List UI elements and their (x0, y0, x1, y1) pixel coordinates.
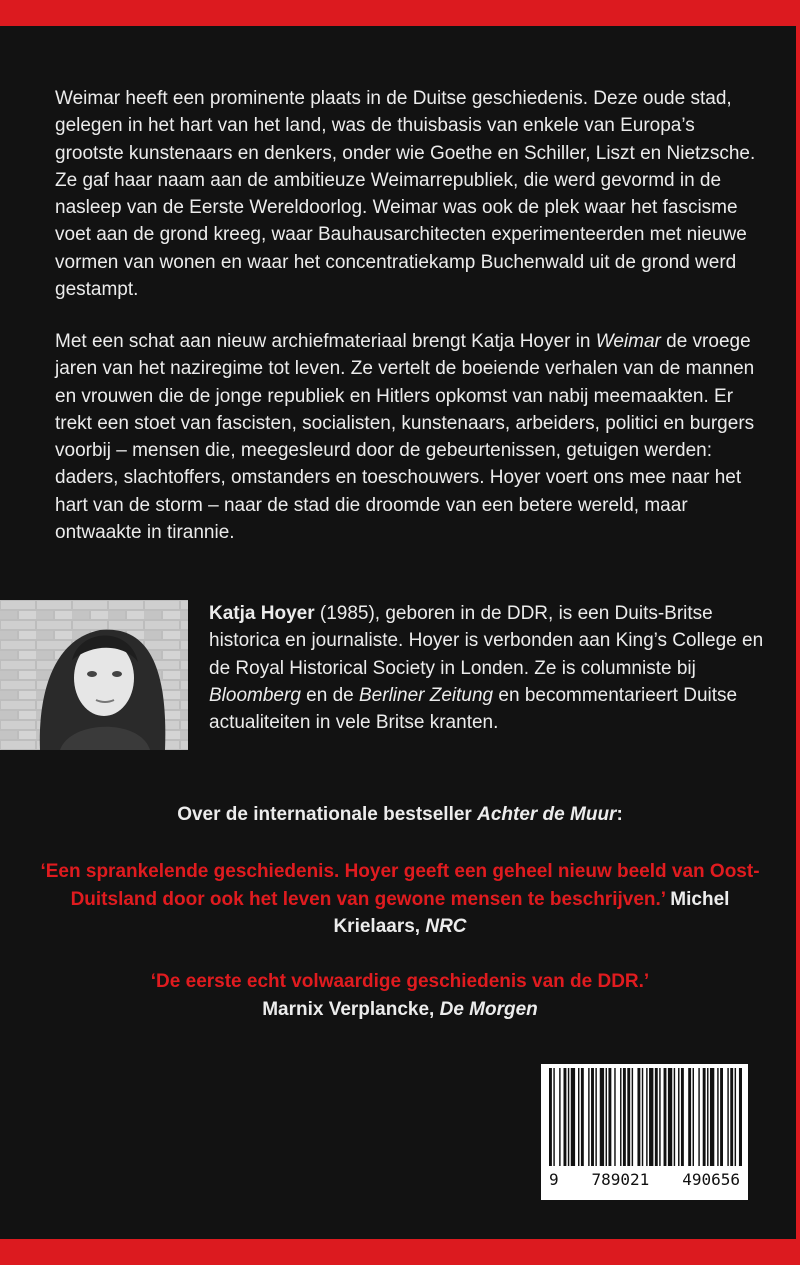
barcode-bar (642, 1068, 643, 1166)
author-bio-italic2: Berliner Zeitung (359, 684, 494, 706)
barcode-bar (614, 1068, 615, 1166)
barcode-bar (710, 1068, 714, 1166)
review-quote-2-text: ‘De eerste echt volwaardige geschiedenis van de DDR.’ (150, 971, 650, 992)
bestseller-heading (0, 804, 800, 826)
barcode-bar (606, 1068, 607, 1166)
barcode-bar (649, 1068, 653, 1166)
barcode-digits-left: 789021 (591, 1170, 650, 1189)
barcode-bar (688, 1068, 691, 1166)
blurb-paragraph-1: Weimar heeft een prominente plaats in de Duitse geschiedenis. Deze oude stad, gelegen in het hart van het land, was de thuisbasis van enkele van Europa’s grootste kunstenaars en denkers, onder wie Goethe en Schiller, Liszt en Nietzsche. Ze gaf haar naam aan de ambitieuze Weimarrepubliek, die werd gevormd in de nasleep van de Eerste Wereldoorlog. Weimar was ook de plek waar het fascisme voet aan de grond kreeg, waar Bauhausarchitecten experimenteerden met nieuwe vormen van wonen en waar het concentratiekamp Buchenwald uit de grond werd gestampt. (55, 88, 756, 301)
barcode-bar (720, 1068, 723, 1166)
barcode-bar (698, 1068, 699, 1166)
top-red-band (0, 0, 800, 26)
review-quote-2-author: Marnix Verplancke, (262, 998, 440, 1020)
review-quote-2 (40, 968, 760, 1023)
right-red-edge (796, 0, 800, 1265)
barcode-bar (632, 1068, 633, 1166)
barcode-bar (571, 1068, 575, 1166)
barcode-bar (620, 1068, 621, 1166)
barcode-bar (668, 1068, 672, 1166)
barcode-digits-right: 490656 (682, 1170, 740, 1189)
author-bio-part1: (1985), geboren in de DDR, is een Duits-Britse historica en journaliste. Hoyer is verbonden aan King’s College en de Royal Historical Society in Londen. Ze is columniste bij (209, 603, 764, 679)
barcode-bar (581, 1068, 584, 1166)
barcode-bar (739, 1068, 742, 1166)
author-bio-part2: en de (300, 684, 359, 706)
barcode-bar (735, 1068, 736, 1166)
barcode-bar (655, 1068, 658, 1166)
review-quote-1 (40, 858, 760, 941)
author-bio-italic1: Bloomberg (209, 684, 301, 706)
barcode-bar (707, 1068, 708, 1166)
review-quote-1-author: Michel Krielaars, (333, 888, 730, 937)
author-photo-image (0, 600, 188, 750)
barcode-bar (608, 1068, 611, 1166)
barcode-bar (681, 1068, 684, 1166)
bottom-red-band (0, 1239, 800, 1265)
author-bio-part3: en becommentarieert Duitse actualiteiten in vele Britse kranten. (209, 684, 738, 734)
barcode-bar (559, 1068, 560, 1166)
barcode-bar (727, 1068, 728, 1166)
barcode-bar (578, 1068, 579, 1166)
barcode-bar (678, 1068, 679, 1166)
barcode-digits (547, 1170, 742, 1189)
review-quote-1-text: ‘Een sprankelende geschiedenis. Hoyer geeft een geheel nieuw beeld van Oost-Duitsland door ook het leven van gewone mensen te beschrijven.’ (40, 861, 760, 910)
author-bio (209, 600, 769, 736)
barcode-bar (623, 1068, 626, 1166)
barcode-digit-first: 9 (549, 1170, 559, 1189)
barcode-bar (730, 1068, 733, 1166)
barcode-bar (627, 1068, 630, 1166)
barcode-bar (600, 1068, 604, 1166)
barcode-bar (646, 1068, 647, 1166)
bestseller-heading-suffix: : (616, 804, 623, 825)
barcode-bar (659, 1068, 660, 1166)
blurb-p2-before: Met een schat aan nieuw archiefmateriaal brengt Katja Hoyer in (55, 331, 596, 352)
book-title-italic: Weimar (595, 331, 661, 352)
author-name: Katja Hoyer (209, 603, 315, 624)
author-photo (0, 600, 188, 750)
barcode-bar (674, 1068, 675, 1166)
barcode-bar (717, 1068, 718, 1166)
barcode-bar (591, 1068, 594, 1166)
barcode-bar (595, 1068, 596, 1166)
barcode-bar (637, 1068, 640, 1166)
bestseller-heading-text: Over de internationale bestseller (177, 804, 478, 825)
barcode-bar (703, 1068, 706, 1166)
barcode-bars (547, 1068, 742, 1166)
barcode-bar (549, 1068, 552, 1166)
barcode-bar (564, 1068, 567, 1166)
barcode-bar (568, 1068, 569, 1166)
review-quote-2-source: De Morgen (439, 998, 538, 1020)
barcode-bar (588, 1068, 589, 1166)
barcode-bar (553, 1068, 554, 1166)
barcode-bar (693, 1068, 694, 1166)
blurb-p2-after: de vroege jaren van het naziregime tot leven. Ze vertelt de boeiende verhalen van de mannen en vrouwen die de jonge republiek en Hitlers opkomst van nabij meemaakten. Er trekt een stoet van fascisten, socialisten, kunstenaars, arbeiders, politici en burgers voorbij – mensen die, meegesleurd door de gebeurtenissen, getuigen werden: daders, slachtoffers, omstanders en toeschouwers. Hoyer voert ons mee naar het hart van de storm – naar de stad die droomde van een betere wereld, maar ontwaakte in tirannie. (55, 331, 755, 544)
bestseller-title-italic: Achter de Muur (477, 804, 617, 825)
blurb-paragraph-2 (55, 328, 765, 546)
barcode-bar (664, 1068, 667, 1166)
isbn-barcode (541, 1064, 748, 1200)
review-quote-1-source: NRC (425, 916, 467, 937)
